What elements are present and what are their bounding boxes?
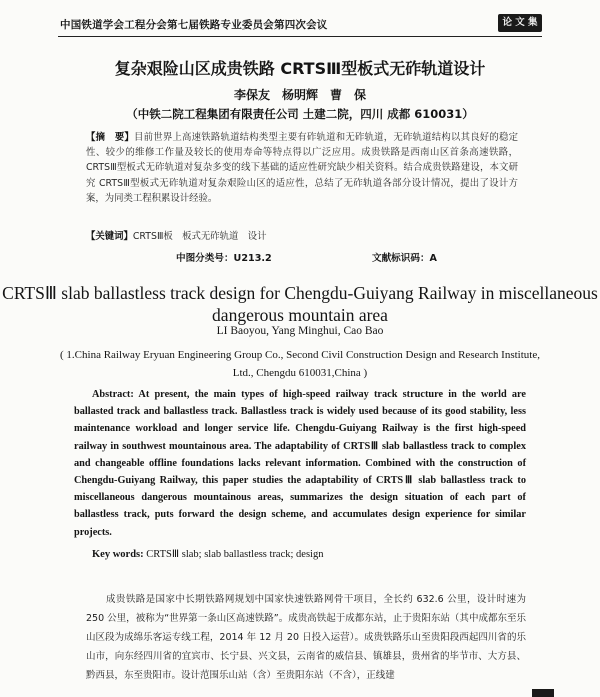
- body-paragraph: 成贵铁路是国家中长期铁路网规划中国家快速铁路网骨干项目，全长约 632.6 公里，设计时速为 250 公里，被称为“世界第一条山区高速铁路”。成贵高铁起于成都东站，止于贵阳东站（其中成都东至乐山区段为成绵乐客运专线工程，2014 年 12 月 20 日投入运营）。成贵铁路乐山至贵阳段西起四川省的乐山市，向东经四川省的宜宾市、长宁县、兴文县，云南省的威信县、镇雄县，贵州省的毕节市、大方县、黔西县，东至贵阳市。设计范围乐山站（含）至贵阳东站（不含），正线建: [86, 594, 526, 681]
- keywords-en-label: Key words:: [92, 549, 144, 560]
- header-badge: 论 文 集: [498, 14, 542, 32]
- keywords-en-text: CRTSⅢ slab; slab ballastless track; design: [146, 549, 324, 560]
- abstract-en-label: Abstract:: [92, 389, 134, 400]
- paper-title-zh: 复杂艰险山区成贵铁路 CRTSⅢ型板式无砟轨道设计: [114, 59, 486, 78]
- keywords-en: [92, 548, 323, 560]
- abstract-zh-text: 目前世界上高速铁路轨道结构类型主要有砟轨道和无砟轨道，无砟轨道结构以其良好的稳定性、较少的维修工作量及较长的使用寿命等特点得以广泛应用。成贵铁路是西南山区首条高速铁路，CRTSⅢ型板式无砟轨道对复杂多变的线下基础的适应性研究缺少相关资料。结合成贵铁路建设，本文研究 CRTSⅢ型板式无砟轨道对复杂艰险山区的适应性，总结了无砟轨道各部分设计情况，提出了设计方案，为同类工程积累设计经验。: [86, 132, 518, 204]
- authors-zh: 李保友 杨明辉 曹 保: [233, 88, 366, 102]
- affiliation-en: ( 1.China Railway Eryuan Engineering Group Co., Second Civil Construction Design and Research Institute, Ltd., Chengdu 610031,China ): [60, 349, 540, 379]
- keywords-zh-text: CRTSⅢ板 板式无砟轨道 设计: [132, 231, 267, 242]
- header-title: 中国铁道学会工程分会第七届铁路专业委员会第四次会议: [60, 19, 328, 31]
- paper-title-en: CRTSⅢ slab ballastless track design for Chengdu-Guiyang Railway in miscellaneous dangerous mountain area: [2, 283, 598, 325]
- keywords-zh: [86, 228, 518, 242]
- abstract-zh-label: 【摘 要】: [86, 132, 135, 143]
- keywords-zh-label: 【关键词】: [86, 231, 133, 242]
- abstract-en-text: At present, the main types of high-speed railway track structure in the world are ballasted track and ballastless track. Ballastless track is widely used because of its good stability, less maintenance workload and longer service life. Chengdu-Guiyang Railway is the first high-speed railway in southwest mountainous area. The adaptability of CRTSⅢ slab ballastless track to complex and changeable offline foundations lacks relevant information. Combined with the construction of Chengdu-Guiyang Railway, this paper studies the adaptability of CRTSⅢ slab ballastless track to miscellaneous dangerous mountainous areas, summarizes the design situation of each part of ballastless track, puts forward the design scheme, and accumulates design experience for similar projects.: [74, 389, 526, 538]
- abstract-zh: [86, 130, 518, 206]
- page-corner-mark: [532, 689, 554, 697]
- abstract-en: [74, 386, 526, 541]
- clc-number: 中图分类号：U213.2: [176, 253, 272, 264]
- authors-en: LI Baoyou, Yang Minghui, Cao Bao: [216, 325, 384, 337]
- running-header: [58, 12, 542, 37]
- document-code: 文献标识码：A: [372, 253, 437, 264]
- affiliation-zh: （中铁二院工程集团有限责任公司 土建二院，四川 成都 610031）: [126, 107, 474, 121]
